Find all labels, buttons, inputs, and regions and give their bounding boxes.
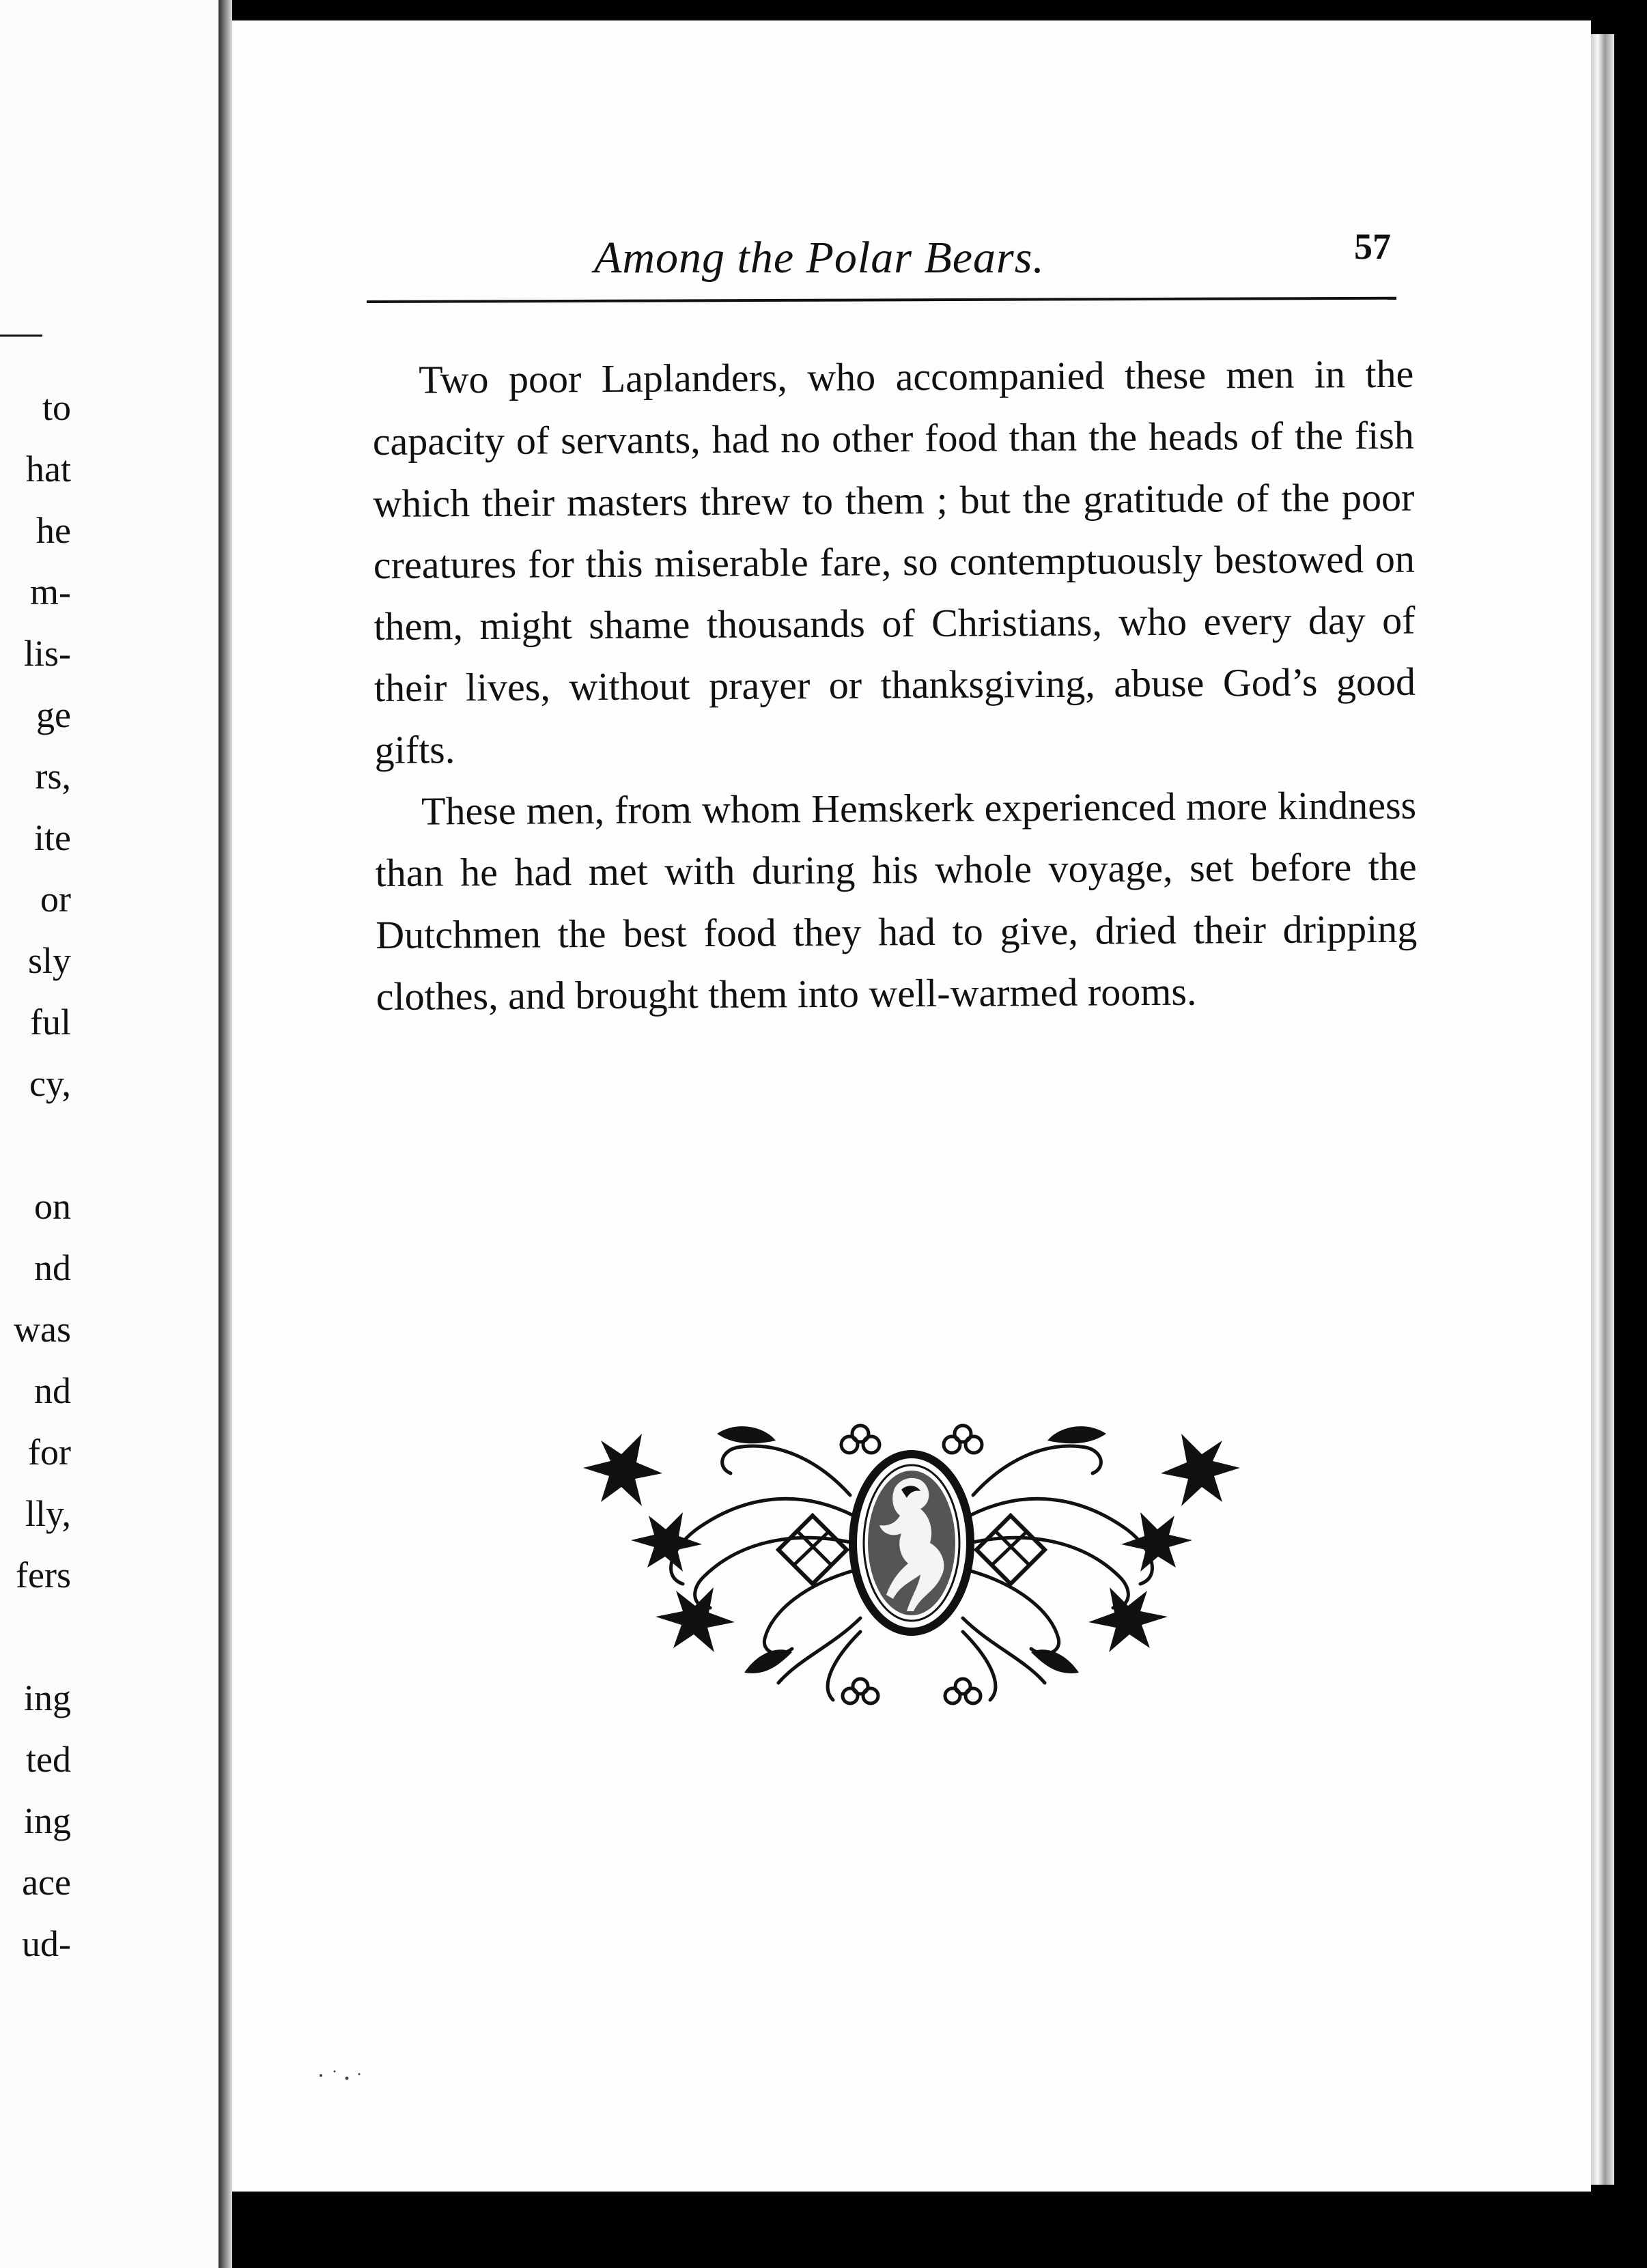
line-end: rs, — [35, 756, 71, 797]
line-end: for — [28, 1432, 71, 1473]
line-end: ite — [34, 817, 71, 858]
body-text — [372, 343, 1418, 1028]
line-end: was — [14, 1309, 71, 1350]
facing-page-line-ends — [3, 377, 71, 1974]
facing-page-fragment — [0, 0, 229, 2268]
line-end: ing — [23, 1677, 71, 1718]
line-end: ud- — [22, 1923, 71, 1964]
line-end: ful — [30, 1002, 71, 1043]
line-end: ge — [36, 694, 71, 735]
line-end: nd — [34, 1370, 71, 1411]
paragraph: Two poor Laplanders, who accompanied these men in the capacity of servants, had no other food than the heads of the fish which their masters threw to them ; but the gratitude of the poor creatures for this miserable fare, so contemptuously bestowed on them, might shame thousands of Christians, who every day of their lives, without prayer or thanksgiving, abuse God’s good gifts. — [372, 351, 1416, 772]
line-end: sly — [27, 940, 71, 981]
line-end: cy, — [29, 1063, 71, 1104]
line-end: ted — [26, 1739, 71, 1780]
facing-page-head-rule — [0, 335, 42, 337]
line-end: lis- — [23, 633, 71, 674]
line-end: m- — [30, 571, 71, 612]
line-end: he — [36, 510, 71, 551]
line-end: to — [42, 387, 71, 428]
line-end: fers — [16, 1555, 71, 1596]
paragraph: These men, from whom Hemskerk experienced more kindness than he had met with during his whole voyage, set before the Dutchmen the best food they had to give, dried their dripping clothes, and brought them into well-warmed rooms. — [375, 782, 1418, 1019]
line-end: nd — [34, 1247, 71, 1288]
line-end: ace — [22, 1862, 71, 1903]
book-gutter — [219, 0, 232, 2268]
line-end — [3, 1606, 71, 1667]
line-end: or — [40, 879, 71, 920]
heraldic-lion-vignette-icon — [574, 1413, 1250, 1714]
line-end: ing — [23, 1800, 71, 1841]
running-head: Among the Polar Bears. — [594, 233, 1045, 283]
line-end: on — [34, 1186, 71, 1227]
line-end: lly, — [25, 1493, 71, 1534]
line-end: hat — [26, 449, 71, 490]
page-number: 57 — [1354, 226, 1391, 267]
line-end — [3, 1114, 71, 1176]
page-edge — [1591, 34, 1614, 2185]
paper-specks — [314, 2062, 369, 2089]
